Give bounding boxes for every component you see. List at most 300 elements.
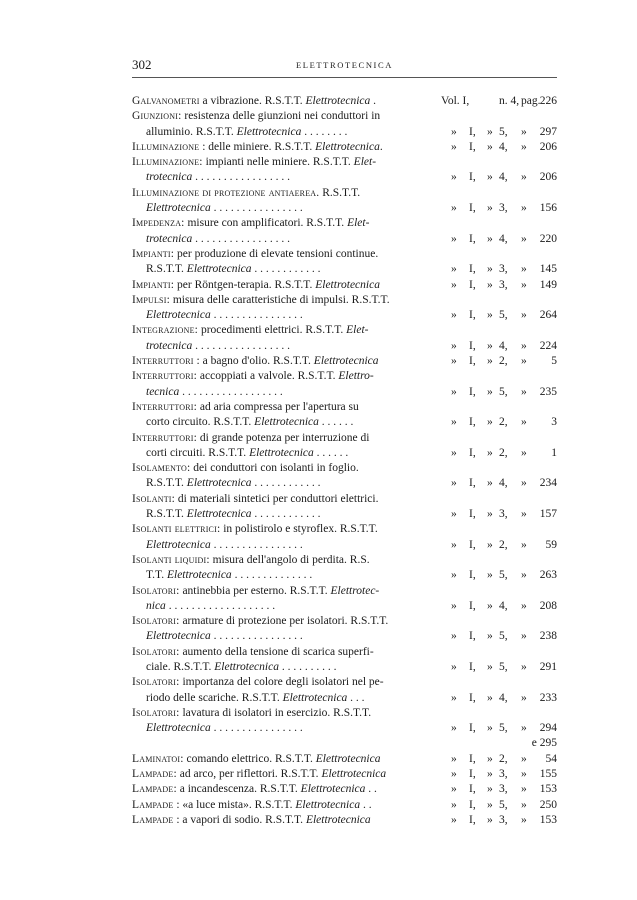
- entry-line: [132, 94, 557, 109]
- index-entry: [132, 813, 557, 828]
- journal-title: tecnica: [146, 385, 180, 398]
- entry-text-part: resistenza delle giunzioni nei conduttori in: [181, 110, 381, 123]
- entry-heading: Impianti:: [132, 247, 175, 260]
- index-entry: [132, 155, 557, 186]
- entry-line: [132, 278, 557, 293]
- issue-number: 5,: [499, 630, 508, 643]
- issue-number: 3,: [499, 278, 508, 291]
- ditto-mark: »: [521, 691, 527, 704]
- entry-text: [132, 401, 359, 413]
- entry-line: [132, 813, 557, 828]
- ditto-mark: »: [487, 691, 493, 704]
- ditto-mark: »: [487, 630, 493, 643]
- entry-heading: Isolatori:: [132, 706, 180, 719]
- entry-continuation-line: [132, 232, 557, 247]
- journal-title: Elettrotecnica: [236, 125, 302, 138]
- issue-number: 4,: [499, 140, 508, 153]
- ditto-mark: »: [451, 202, 457, 215]
- ditto-mark: »: [451, 171, 457, 184]
- entry-text-part: . .: [360, 798, 372, 811]
- volume-ref: I,: [469, 752, 476, 765]
- issue-number: 4,: [499, 599, 508, 612]
- ditto-mark: »: [521, 599, 527, 612]
- entry-text: [146, 385, 444, 400]
- index-entry: [132, 461, 557, 492]
- entry-text-part: importanza del colore degli isolatori nel pe-: [179, 676, 384, 689]
- ditto-mark: »: [487, 140, 493, 153]
- ditto-mark: »: [487, 309, 493, 322]
- page-ref: 235: [539, 385, 557, 398]
- ditto-mark: »: [521, 768, 527, 781]
- volume-ref: I,: [469, 446, 476, 459]
- volume-ref: I,: [469, 278, 476, 291]
- journal-title: Elettrotecnica: [313, 355, 379, 368]
- entry-text-part: .: [370, 95, 376, 107]
- page-ref: 1: [551, 446, 557, 459]
- journal-title: Elettrotecnica: [315, 278, 380, 291]
- issue-number: 5,: [499, 798, 508, 811]
- entry-reference: [445, 354, 557, 369]
- entry-heading: Impianti:: [132, 278, 175, 291]
- page-ref: 294: [539, 722, 557, 735]
- ditto-mark: »: [521, 508, 527, 521]
- entry-heading: Illuminazione: [132, 140, 200, 153]
- entry-text-part: riodo delle scariche. R.S.T.T.: [146, 691, 283, 704]
- entry-continuation-line: [132, 446, 557, 461]
- ditto-mark: »: [451, 446, 457, 459]
- page-ref: 156: [539, 202, 557, 215]
- entry-text-part: : a vapori di sodio. R.S.T.T.: [173, 813, 306, 826]
- index-entry: [132, 186, 557, 217]
- entry-line: [132, 369, 557, 384]
- page-ref: 220: [539, 232, 557, 245]
- entry-text-part: R.S.T.T.: [319, 186, 361, 199]
- entry-text-part: corti circuiti. R.S.T.T.: [146, 446, 250, 459]
- index-entry: [132, 706, 557, 752]
- header-rule: [132, 77, 557, 78]
- volume-ref: I,: [469, 416, 476, 429]
- journal-title: Elettrotecnica: [146, 202, 211, 215]
- entry-line: [132, 293, 557, 308]
- entry-reference: [445, 446, 557, 461]
- index-entry: [132, 614, 557, 645]
- volume-ref: I,: [469, 599, 476, 612]
- index-entry: [132, 492, 557, 523]
- page-ref: 145: [539, 263, 557, 276]
- entry-text: [132, 615, 388, 627]
- page-ref: 153: [539, 783, 557, 796]
- ditto-mark: »: [451, 309, 457, 322]
- ditto-mark: »: [487, 508, 493, 521]
- entry-line: [132, 675, 557, 690]
- entry-text: [132, 493, 378, 505]
- entry-reference: [445, 385, 557, 400]
- ditto-mark: »: [521, 477, 527, 490]
- extra-page-line: [132, 736, 557, 751]
- journal-title: Elettrotecnica: [295, 798, 361, 811]
- entry-heading: Laminatoi:: [132, 752, 184, 765]
- index-entry: [132, 278, 557, 293]
- ditto-mark: »: [451, 691, 457, 704]
- entry-line: [132, 354, 557, 369]
- entry-heading: Isolanti:: [132, 492, 176, 505]
- entry-continuation-line: [132, 170, 557, 185]
- entry-text-part: . . . . . . . . . .: [278, 660, 337, 673]
- ditto-mark: »: [451, 416, 457, 429]
- entry-text: [146, 308, 444, 323]
- ditto-mark: »: [521, 232, 527, 245]
- entry-heading: Isolatori:: [132, 645, 180, 658]
- page-ref: 59: [545, 538, 557, 551]
- entry-text: [146, 339, 444, 354]
- entry-text: [132, 782, 444, 797]
- entry-text-part: . . . . . . . . . . . . . . . .: [210, 722, 303, 735]
- ditto-mark: »: [521, 263, 527, 276]
- entry-text-part: armature di protezione per isolatori. R.S.T.T.: [179, 615, 389, 628]
- ditto-mark: »: [487, 355, 493, 368]
- index-entry: [132, 369, 557, 400]
- index-entry: [132, 675, 557, 706]
- issue-number: 2,: [499, 538, 508, 551]
- entry-reference: [445, 415, 557, 430]
- entry-text: [146, 262, 444, 277]
- entry-reference: [445, 201, 557, 216]
- index-entry: [132, 767, 557, 782]
- entry-heading: Lampade: [132, 813, 174, 826]
- page-ref: 297: [539, 125, 557, 138]
- index-entry: [132, 431, 557, 462]
- entry-line: [132, 767, 557, 782]
- volume-ref: I,: [469, 171, 476, 184]
- entry-reference: [445, 599, 557, 614]
- entry-continuation-line: [132, 385, 557, 400]
- entry-reference: [445, 278, 557, 293]
- entry-text: [146, 170, 444, 185]
- entry-text: [132, 798, 444, 813]
- ditto-mark: »: [487, 768, 493, 781]
- entry-line: [132, 247, 557, 262]
- journal-title: Elettrotecnica: [146, 538, 211, 551]
- entry-text-part: accoppiati a valvole. R.S.T.T.: [197, 370, 339, 383]
- entry-reference: [445, 691, 557, 706]
- entry-text-part: aumento della tensione di scarica superfi-: [179, 645, 374, 658]
- entry-heading: Illuminazione:: [132, 156, 203, 169]
- entry-line: [132, 461, 557, 476]
- ditto-mark: »: [451, 630, 457, 643]
- ditto-mark: »: [521, 355, 527, 368]
- ditto-mark: »: [521, 630, 527, 643]
- ditto-mark: »: [521, 278, 527, 291]
- entry-reference: [445, 782, 557, 797]
- running-title: ELETTROTECNICA: [296, 60, 393, 70]
- volume-ref: I,: [469, 140, 476, 153]
- ditto-mark: »: [521, 125, 527, 138]
- ditto-mark: »: [487, 385, 493, 398]
- entry-continuation-line: [132, 691, 557, 706]
- entry-line: [132, 323, 557, 338]
- entry-text: [146, 599, 444, 614]
- ditto-mark: »: [451, 538, 457, 551]
- entry-heading: Interruttori:: [132, 400, 198, 413]
- ditto-mark: »: [521, 171, 527, 184]
- index-entry: [132, 293, 557, 324]
- ditto-mark: »: [451, 599, 457, 612]
- journal-title: Elettrotecnica: [300, 783, 366, 796]
- entry-line: [132, 752, 557, 767]
- issue-number: n. 4,: [499, 95, 520, 107]
- entry-reference: [445, 538, 557, 553]
- entry-text-part: . . . . . .: [318, 416, 354, 429]
- entry-text: [146, 415, 444, 430]
- entry-text-part: . . . . . . . . . . . .: [251, 263, 321, 276]
- ditto-mark: »: [487, 538, 493, 551]
- issue-number: 3,: [499, 263, 508, 276]
- entry-text-part: ad aria compressa per l'apertura su: [197, 400, 359, 413]
- volume-ref: I,: [469, 355, 476, 368]
- entry-reference: [445, 798, 557, 813]
- page-ref: 233: [539, 691, 557, 704]
- entry-text: [146, 125, 444, 140]
- entry-text: [132, 676, 384, 688]
- entry-text-part: . . . . . . . . . . . . . . . . .: [192, 339, 290, 352]
- issue-number: 5,: [499, 309, 508, 322]
- ditto-mark: »: [521, 538, 527, 551]
- index-entry: [132, 522, 557, 553]
- entry-text-part: . . . . . . . . . . . . . .: [231, 569, 313, 582]
- entry-continuation-line: [132, 568, 557, 583]
- index-entry: [132, 798, 557, 813]
- volume-ref: I,: [469, 477, 476, 490]
- page-ref: 206: [539, 140, 557, 153]
- ditto-mark: »: [451, 813, 457, 826]
- entry-text: [146, 201, 444, 216]
- entry-heading: Lampade:: [132, 768, 177, 781]
- volume-ref: I,: [469, 630, 476, 643]
- entry-text: [146, 629, 444, 644]
- entry-line: [132, 155, 557, 170]
- ditto-mark: »: [487, 477, 493, 490]
- journal-title: Elettrotecnica: [254, 416, 319, 429]
- ditto-mark: »: [521, 202, 527, 215]
- entry-continuation-line: [132, 629, 557, 644]
- ditto-mark: »: [521, 569, 527, 582]
- entry-line: [132, 553, 557, 568]
- entry-text: [132, 248, 378, 260]
- volume-ref: I,: [469, 798, 476, 811]
- ditto-mark: »: [521, 660, 527, 673]
- entry-text: [132, 324, 369, 336]
- entry-text: [132, 554, 370, 566]
- issue-number: 2,: [499, 355, 508, 368]
- journal-title: Elettrotecnica: [249, 446, 314, 459]
- entry-text-part: .: [379, 140, 383, 153]
- entry-continuation-line: [132, 660, 557, 675]
- entry-text: [132, 156, 376, 168]
- ditto-mark: »: [451, 278, 457, 291]
- entry-text: [146, 232, 444, 247]
- page-ref: 226: [539, 95, 557, 107]
- ditto-mark: »: [521, 416, 527, 429]
- issue-number: 4,: [499, 171, 508, 184]
- entry-text: [132, 140, 444, 155]
- entry-reference: [445, 813, 557, 828]
- index-entry: [132, 109, 557, 140]
- journal-title: nica: [146, 599, 166, 612]
- entry-text-part: . . .: [347, 691, 365, 704]
- entry-text: [132, 217, 369, 229]
- ditto-mark: »: [521, 385, 527, 398]
- volume-ref: I,: [469, 339, 476, 352]
- journal-title: Elettrotecnica: [321, 768, 387, 781]
- ditto-mark: »: [487, 752, 493, 765]
- page-ref: 206: [539, 171, 557, 184]
- volume-ref: I,: [469, 202, 476, 215]
- journal-title: Elettrotecnica: [186, 508, 252, 521]
- entry-text-part: antinebbia per esterno. R.S.T.T.: [179, 584, 331, 597]
- entry-text: [132, 646, 374, 658]
- entry-heading: Galvanometri: [132, 95, 200, 107]
- ditto-mark: »: [451, 768, 457, 781]
- journal-title: Elettrotecnica: [186, 263, 252, 276]
- entry-text-part: . . . . . . . . . . . . . . . . . .: [179, 385, 283, 398]
- index-entry: [132, 400, 557, 431]
- entry-line: [132, 109, 557, 124]
- entry-text-part: misura delle caratteristiche di impulsi. R.S.T.T.: [169, 293, 390, 306]
- issue-number: 3,: [499, 768, 508, 781]
- issue-number: 3,: [499, 508, 508, 521]
- page-ref: 291: [539, 660, 557, 673]
- entry-text: [132, 752, 444, 767]
- ditto-mark: »: [487, 569, 493, 582]
- entry-text-part: : a bagno d'olio. R.S.T.T.: [193, 355, 314, 368]
- journal-title: Elet-: [346, 324, 369, 337]
- entry-text: [132, 278, 444, 293]
- index-entry: [132, 354, 557, 369]
- entry-text: [146, 446, 444, 461]
- entry-continuation-line: [132, 507, 557, 522]
- volume-ref: I,: [469, 508, 476, 521]
- volume-ref: I,: [469, 569, 476, 582]
- ditto-mark: »: [521, 783, 527, 796]
- issue-number: 5,: [499, 660, 508, 673]
- journal-title: Elettro-: [338, 370, 374, 383]
- entry-text-part: . . . . . . . . . . . .: [251, 508, 321, 521]
- entry-text: [132, 354, 444, 369]
- entry-continuation-line: [132, 262, 557, 277]
- journal-title: Elet-: [353, 156, 377, 169]
- journal-title: Elettrotecnica: [305, 813, 371, 826]
- volume-ref: I,: [469, 309, 476, 322]
- entry-text-part: R.S.T.T.: [146, 263, 187, 276]
- entry-text: [132, 585, 379, 597]
- journal-title: Elet-: [347, 217, 370, 230]
- entry-text-part: procedimenti elettrici. R.S.T.T.: [198, 324, 347, 337]
- entry-heading: Interruttori: [132, 355, 194, 368]
- ditto-mark: »: [487, 446, 493, 459]
- entry-heading: Interruttori:: [132, 431, 198, 444]
- ditto-mark: pag.: [521, 95, 541, 107]
- issue-number: 4,: [499, 339, 508, 352]
- ditto-mark: »: [451, 477, 457, 490]
- entry-text-part: a vibrazione. R.S.T.T.: [199, 95, 306, 107]
- entry-continuation-line: [132, 201, 557, 216]
- entry-reference: [445, 125, 557, 140]
- page-number: 302: [132, 57, 152, 72]
- entry-text-part: per Röntgen-terapia. R.S.T.T.: [174, 278, 316, 291]
- ditto-mark: »: [487, 232, 493, 245]
- entry-reference: [445, 262, 557, 277]
- ditto-mark: »: [487, 599, 493, 612]
- ditto-mark: »: [487, 722, 493, 735]
- index-entry: [132, 645, 557, 676]
- ditto-mark: »: [451, 263, 457, 276]
- entry-text-part: di materiali sintetici per conduttori elettrici.: [175, 492, 379, 505]
- entry-text: [146, 568, 444, 583]
- ditto-mark: »: [487, 660, 493, 673]
- ditto-mark: »: [451, 783, 457, 796]
- index-entry: [132, 584, 557, 615]
- entry-reference: [445, 629, 557, 644]
- entry-line: [132, 614, 557, 629]
- ditto-mark: »: [521, 813, 527, 826]
- issue-number: 2,: [499, 752, 508, 765]
- volume-ref: Vol. I,: [441, 95, 470, 107]
- entry-text: [146, 538, 444, 553]
- journal-title: trotecnica: [146, 339, 193, 352]
- volume-ref: I,: [469, 813, 476, 826]
- ditto-mark: »: [521, 446, 527, 459]
- ditto-mark: »: [451, 752, 457, 765]
- entry-reference: [445, 767, 557, 782]
- entry-text-part: impianti nelle miniere. R.S.T.T.: [202, 156, 354, 169]
- entry-continuation-line: [132, 415, 557, 430]
- entry-text-part: : delle miniere. R.S.T.T.: [199, 140, 316, 153]
- ditto-mark: »: [451, 569, 457, 582]
- entry-heading: Lampade: [132, 798, 174, 811]
- page-ref: 157: [539, 508, 557, 521]
- entry-heading: Isolanti elettrici:: [132, 523, 221, 536]
- entry-heading: Isolatori:: [132, 676, 180, 689]
- entry-heading: Isolatori:: [132, 584, 180, 597]
- entry-reference: [445, 507, 557, 522]
- entry-text: [132, 707, 371, 719]
- entry-text: [132, 432, 369, 444]
- index-entry: [132, 140, 557, 155]
- entry-continuation-line: [132, 339, 557, 354]
- page-ref: 54: [545, 752, 557, 765]
- entry-line: [132, 645, 557, 660]
- entry-continuation-line: [132, 308, 557, 323]
- issue-number: 4,: [499, 477, 508, 490]
- entry-text: [132, 767, 444, 782]
- entry-continuation-line: [132, 476, 557, 491]
- entry-line: [132, 216, 557, 231]
- entry-heading: Interruttori:: [132, 370, 198, 383]
- issue-number: 2,: [499, 446, 508, 459]
- entry-text-part: misure con amplificatori. R.S.T.T.: [184, 217, 348, 230]
- entry-text: [132, 294, 390, 306]
- journal-title: Elettrotecnica: [146, 309, 211, 322]
- ditto-mark: »: [487, 798, 493, 811]
- entry-text: [132, 370, 374, 382]
- issue-number: 4,: [499, 691, 508, 704]
- page-ref: 238: [539, 630, 557, 643]
- entry-line: [132, 140, 557, 155]
- entry-heading: Lampade:: [132, 783, 177, 796]
- journal-title: Elettrotecnica: [282, 691, 348, 704]
- ditto-mark: »: [487, 202, 493, 215]
- ditto-mark: »: [451, 508, 457, 521]
